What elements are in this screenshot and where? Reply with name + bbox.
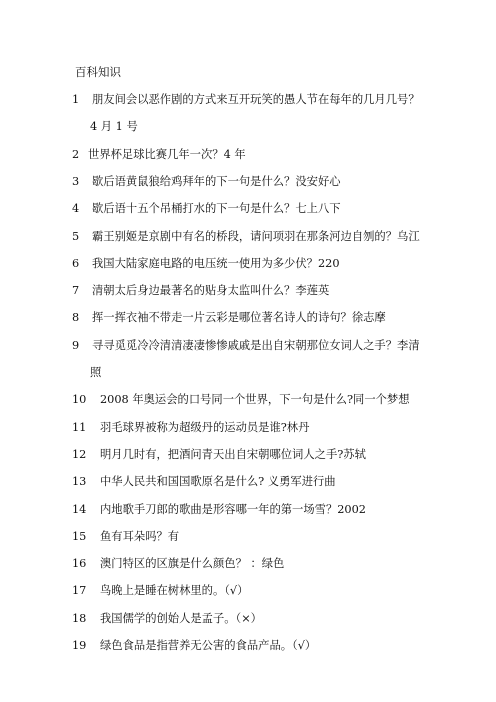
qa-item-text: 霸王别姬是京剧中有名的桥段，请问项羽在那条河边自刎的？乌江 [92, 229, 420, 243]
qa-item-text: 中华人民共和国国歌原名是什么? 义勇军进行曲 [100, 475, 336, 489]
qa-item-number: 16 [72, 557, 87, 571]
qa-item-number: 19 [72, 639, 87, 652]
qa-item-number: 9 [72, 338, 80, 352]
qa-item-number: 12 [72, 447, 87, 461]
qa-item-number: 6 [72, 256, 80, 270]
qa-item-text: 清朝太后身边最著名的贴身太监叫什么？李莲英 [92, 284, 330, 298]
qa-item-number: 18 [72, 611, 87, 625]
qa-item-text: 2008 年奥运会的口号同一个世界，下一句是什么?同一个梦想 [100, 393, 410, 407]
qa-item-number: 15 [72, 529, 87, 543]
qa-item-text: 歇后语黄鼠狼给鸡拜年的下一句是什么？没安好心 [92, 174, 341, 188]
qa-item-text: 羽毛球界被称为超级丹的运动员是谁?林丹 [100, 420, 310, 434]
qa-item-text: 世界杯足球比赛几年一次？4 年 [88, 147, 246, 161]
qa-item-text: 鸟晚上是睡在树林里的。（√） [100, 584, 249, 598]
qa-item-number: 4 [72, 202, 80, 216]
qa-item-number: 8 [72, 311, 80, 325]
qa-item-text: 明月几时有，把酒问青天出自宋朝哪位词人之手?苏轼 [100, 447, 366, 461]
qa-item-text: 寻寻觅觅冷冷清清凄凄惨惨戚戚是出自宋朝那位女词人之手？李清 [92, 338, 420, 352]
qa-item-continuation: 照 [90, 366, 102, 379]
qa-item-text: 内地歌手刀郎的歌曲是形容哪一年的第一场雪？2002 [100, 502, 366, 516]
qa-item-number: 3 [72, 174, 80, 188]
qa-item-number: 7 [72, 284, 80, 298]
qa-item-number: 2 [72, 147, 80, 161]
qa-item-text: 歇后语十五个吊桶打水的下一句是什么？七上八下 [92, 202, 341, 216]
qa-item-number: 10 [72, 393, 87, 407]
document-title: 百科知识 [75, 65, 121, 79]
qa-item-number: 11 [72, 420, 87, 434]
qa-item-number: 13 [72, 475, 87, 489]
qa-item-text: 我国大陆家庭电路的电压统一使用为多少伏？220 [92, 256, 340, 270]
qa-item-text: 澳门特区的区旗是什么颜色？ ：绿色 [100, 557, 285, 571]
qa-item-text: 我国儒学的创始人是孟子。（×） [100, 611, 262, 625]
qa-item-text: 朋友间会以恶作剧的方式来互开玩笑的愚人节在每年的几月几号？ [92, 93, 420, 106]
qa-item-text: 绿色食品是指营养无公害的食品产品。（√） [100, 639, 317, 652]
qa-item-text: 挥一挥衣袖不带走一片云彩是哪位著名诗人的诗句？徐志摩 [92, 311, 386, 325]
qa-item-number: 5 [72, 229, 80, 243]
qa-item-number: 1 [72, 93, 80, 106]
qa-item-number: 14 [72, 502, 87, 516]
qa-item-number: 17 [72, 584, 87, 598]
qa-item-text: 鱼有耳朵吗？有 [100, 529, 180, 543]
qa-item-continuation: 4 月 1 号 [90, 120, 138, 134]
